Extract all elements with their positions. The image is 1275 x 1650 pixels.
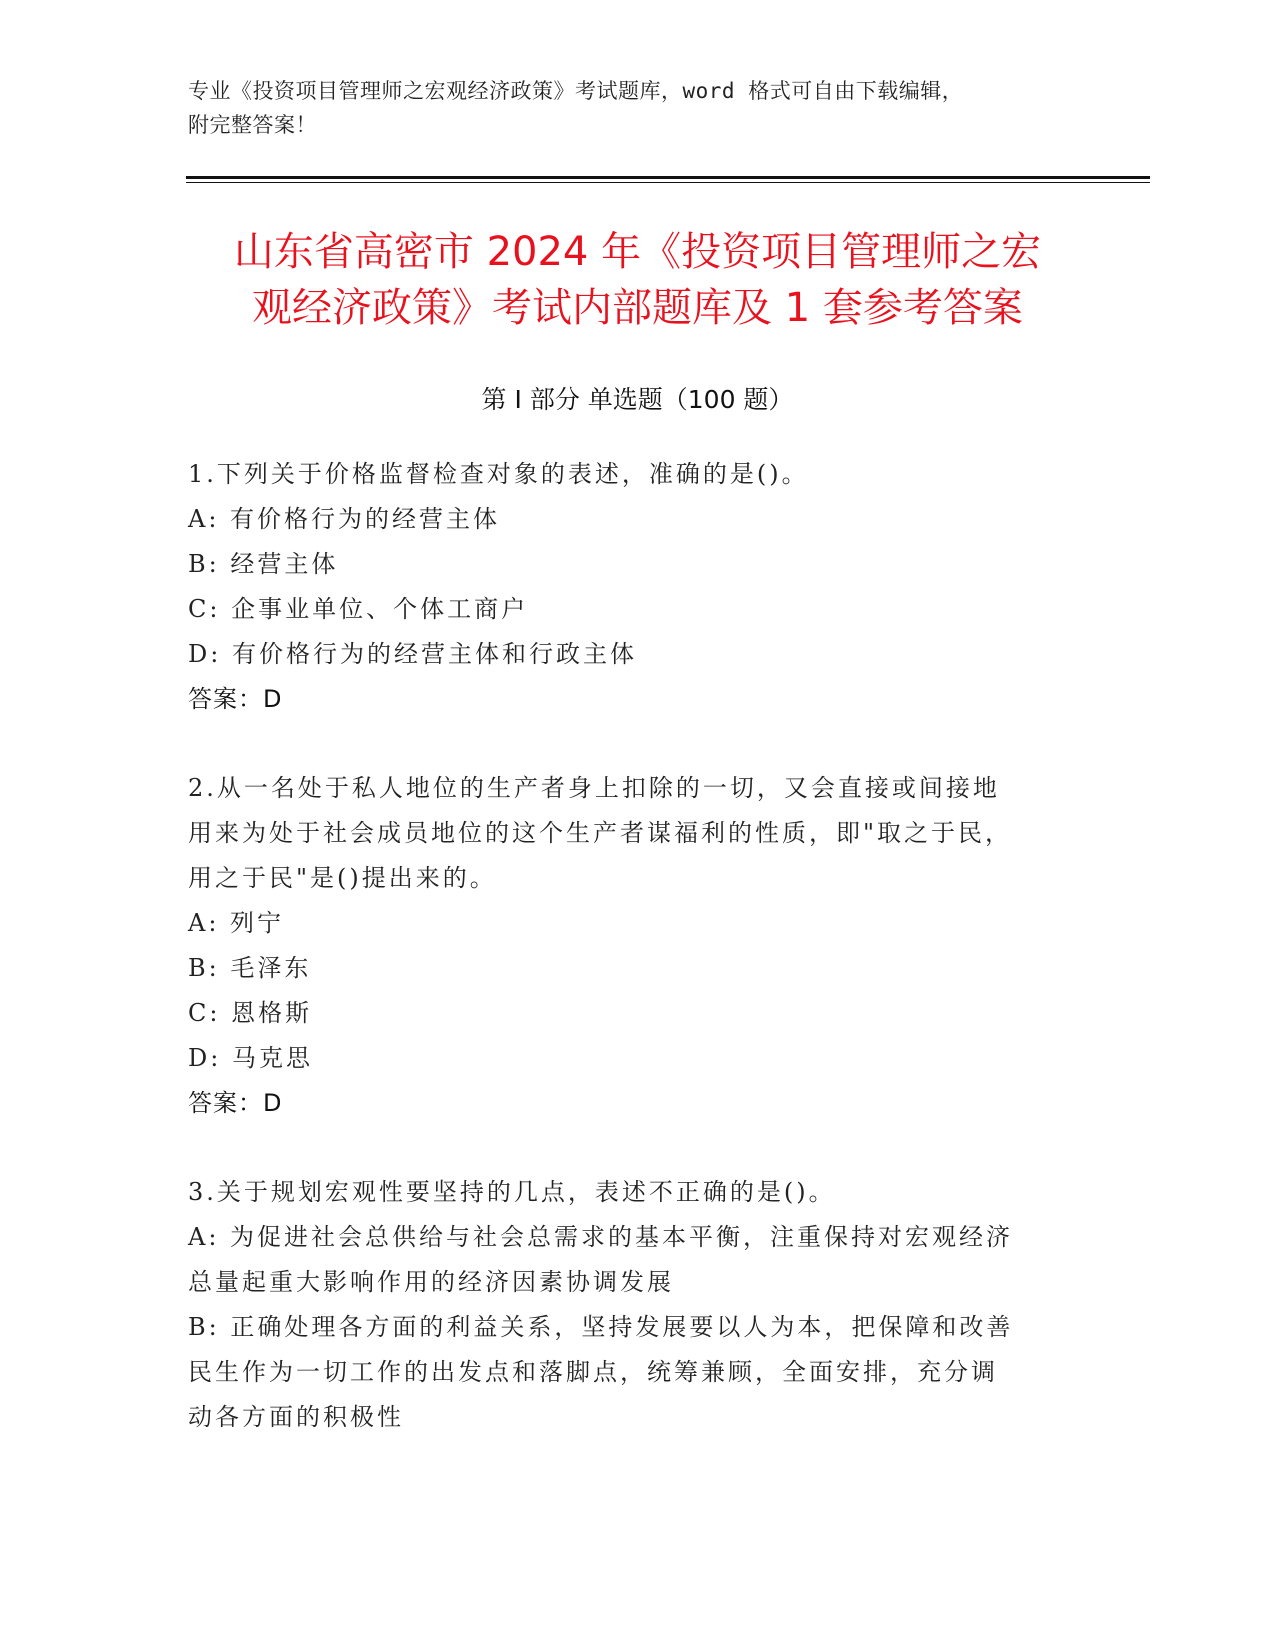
header-note bbox=[188, 74, 1068, 142]
question-3-option-b-line-3: 动各方面的积极性 bbox=[188, 1403, 404, 1431]
question-1 bbox=[188, 452, 1068, 677]
question-2-stem-line-2: 用来为处于社会成员地位的这个生产者谋福利的性质，即"取之于民， bbox=[188, 819, 1013, 847]
question-3-option-b-line-1: B: 正确处理各方面的利益关系，坚持发展要以人为本，把保障和改善 bbox=[188, 1313, 1014, 1341]
question-2-answer: 答案：D bbox=[188, 1089, 283, 1117]
question-2-option-c: C: 恩格斯 bbox=[188, 999, 313, 1027]
question-3-option-a-line-2: 总量起重大影响作用的经济因素协调发展 bbox=[188, 1268, 674, 1296]
question-1-option-b: B: 经营主体 bbox=[188, 550, 339, 578]
question-2 bbox=[188, 766, 1068, 1081]
question-2-stem-line-3: 用之于民"是()提出来的。 bbox=[188, 864, 497, 892]
question-2-option-b: B: 毛泽东 bbox=[188, 954, 312, 982]
question-2-stem-line-1: 2.从一名处于私人地位的生产者身上扣除的一切，又会直接或间接地 bbox=[188, 774, 1000, 802]
question-3 bbox=[188, 1170, 1068, 1440]
document-title-line-2: 观经济政策》考试内部题库及 1 套参考答案 bbox=[252, 285, 1023, 331]
question-1-stem: 1.下列关于价格监督检查对象的表述，准确的是()。 bbox=[188, 460, 809, 488]
question-1-answer: 答案：D bbox=[188, 685, 283, 713]
question-2-option-d: D: 马克思 bbox=[188, 1044, 313, 1072]
document-title-line-1: 山东省高密市 2024 年《投资项目管理师之宏 bbox=[233, 229, 1042, 275]
question-1-option-d: D: 有价格行为的经营主体和行政主体 bbox=[188, 640, 637, 668]
question-1-option-a: A: 有价格行为的经营主体 bbox=[188, 505, 501, 533]
question-2-option-a: A: 列宁 bbox=[188, 909, 285, 937]
header-divider-thin bbox=[186, 182, 1150, 183]
question-3-option-b-line-2: 民生作为一切工作的出发点和落脚点，统筹兼顾，全面安排，充分调 bbox=[188, 1358, 998, 1386]
section-heading: 第 I 部分 单选题（100 题） bbox=[481, 385, 794, 414]
question-3-option-a-line-1: A: 为促进社会总供给与社会总需求的基本平衡，注重保持对宏观经济 bbox=[188, 1223, 1014, 1251]
header-note-line-2: 附完整答案！ bbox=[188, 113, 317, 137]
question-1-option-c: C: 企事业单位、个体工商户 bbox=[188, 595, 529, 623]
document-title bbox=[150, 224, 1125, 336]
header-divider-thick bbox=[186, 176, 1150, 179]
question-3-stem: 3.关于规划宏观性要坚持的几点，表述不正确的是()。 bbox=[188, 1178, 836, 1206]
header-note-line-1: 专业《投资项目管理师之宏观经济政策》考试题库，word 格式可自由下载编辑， bbox=[188, 79, 964, 103]
